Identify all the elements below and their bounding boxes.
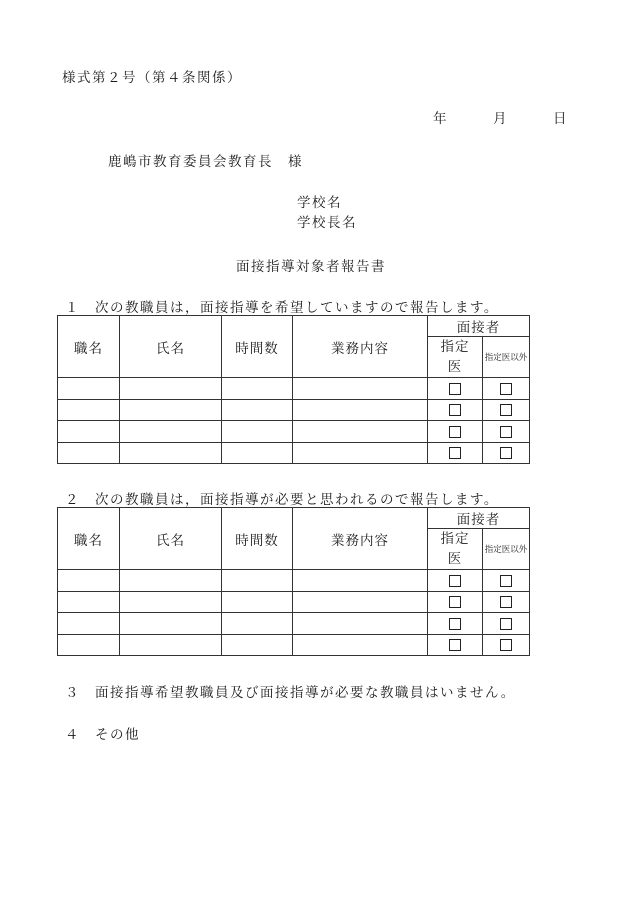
cell-name[interactable] xyxy=(120,570,222,592)
section2-heading: ２ 次の教職員は，面接指導が必要と思われるので報告します。 xyxy=(65,492,499,508)
cell-hours[interactable] xyxy=(222,634,293,656)
col-interviewer: 面接者 xyxy=(428,316,530,337)
cell-duties[interactable] xyxy=(293,613,428,635)
cell-name[interactable] xyxy=(120,442,222,464)
cell-position[interactable] xyxy=(58,399,120,421)
col-name: 氏名 xyxy=(120,508,222,570)
col-interviewer: 面接者 xyxy=(428,508,530,529)
cell-duties[interactable] xyxy=(293,634,428,656)
cell-position[interactable] xyxy=(58,442,120,464)
col-position: 職名 xyxy=(58,316,120,378)
school-name-label: 学校名 xyxy=(297,195,342,211)
date-month: 月 xyxy=(493,111,508,127)
cell-name[interactable] xyxy=(120,421,222,443)
col-hours: 時間数 xyxy=(222,316,293,378)
designated-doctor-checkbox[interactable] xyxy=(449,426,461,438)
designated-doctor-checkbox[interactable] xyxy=(449,596,461,608)
principal-name-label: 学校長名 xyxy=(297,215,357,231)
non-designated-checkbox[interactable] xyxy=(500,618,512,630)
section4-text: ４ その他 xyxy=(65,727,140,743)
cell-hours[interactable] xyxy=(222,442,293,464)
table-row xyxy=(58,570,530,592)
cell-hours[interactable] xyxy=(222,421,293,443)
designated-doctor-checkbox[interactable] xyxy=(449,404,461,416)
cell-hours[interactable] xyxy=(222,378,293,400)
cell-position[interactable] xyxy=(58,421,120,443)
cell-name[interactable] xyxy=(120,634,222,656)
cell-duties[interactable] xyxy=(293,570,428,592)
cell-position[interactable] xyxy=(58,613,120,635)
cell-hours[interactable] xyxy=(222,613,293,635)
col-designated-doctor: 指定 医 xyxy=(428,529,483,570)
report-table-1 xyxy=(57,315,530,464)
non-designated-checkbox[interactable] xyxy=(500,639,512,651)
col-name: 氏名 xyxy=(120,316,222,378)
cell-duties[interactable] xyxy=(293,378,428,400)
table-row xyxy=(58,591,530,613)
non-designated-checkbox[interactable] xyxy=(500,404,512,416)
table-row xyxy=(58,421,530,443)
non-designated-checkbox[interactable] xyxy=(500,383,512,395)
designated-doctor-checkbox[interactable] xyxy=(449,639,461,651)
form-label: 様式第２号（第４条関係） xyxy=(62,70,242,86)
col-hours: 時間数 xyxy=(222,508,293,570)
cell-name[interactable] xyxy=(120,591,222,613)
table-row xyxy=(58,399,530,421)
designated-doctor-checkbox[interactable] xyxy=(449,575,461,587)
col-duties: 業務内容 xyxy=(293,316,428,378)
col-position: 職名 xyxy=(58,508,120,570)
addressee: 鹿嶋市教育委員会教育長 様 xyxy=(108,154,303,170)
cell-position[interactable] xyxy=(58,591,120,613)
section1-heading: １ 次の教職員は，面接指導を希望していますので報告します。 xyxy=(65,300,499,316)
date-line xyxy=(0,107,630,127)
cell-duties[interactable] xyxy=(293,421,428,443)
designated-doctor-checkbox[interactable] xyxy=(449,618,461,630)
table-row xyxy=(58,442,530,464)
cell-name[interactable] xyxy=(120,399,222,421)
col-designated-doctor: 指定 医 xyxy=(428,337,483,378)
section3-text: ３ 面接指導希望教職員及び面接指導が必要な教職員はいません。 xyxy=(65,685,516,701)
cell-hours[interactable] xyxy=(222,591,293,613)
cell-hours[interactable] xyxy=(222,399,293,421)
cell-hours[interactable] xyxy=(222,570,293,592)
col-non-designated: 指定医以外 xyxy=(483,529,530,570)
date-year: 年 xyxy=(433,111,448,127)
table-row xyxy=(58,613,530,635)
table-row xyxy=(58,634,530,656)
cell-position[interactable] xyxy=(58,634,120,656)
cell-name[interactable] xyxy=(120,613,222,635)
col-duties: 業務内容 xyxy=(293,508,428,570)
report-table-2 xyxy=(57,507,530,656)
non-designated-checkbox[interactable] xyxy=(500,426,512,438)
cell-position[interactable] xyxy=(58,570,120,592)
cell-duties[interactable] xyxy=(293,591,428,613)
non-designated-checkbox[interactable] xyxy=(500,575,512,587)
designated-doctor-checkbox[interactable] xyxy=(449,447,461,459)
non-designated-checkbox[interactable] xyxy=(500,447,512,459)
designated-doctor-checkbox[interactable] xyxy=(449,383,461,395)
cell-position[interactable] xyxy=(58,378,120,400)
cell-name[interactable] xyxy=(120,378,222,400)
col-non-designated: 指定医以外 xyxy=(483,337,530,378)
cell-duties[interactable] xyxy=(293,399,428,421)
table-row xyxy=(58,378,530,400)
date-day: 日 xyxy=(553,111,568,127)
page-title: 面接指導対象者報告書 xyxy=(236,259,386,275)
non-designated-checkbox[interactable] xyxy=(500,596,512,608)
cell-duties[interactable] xyxy=(293,442,428,464)
